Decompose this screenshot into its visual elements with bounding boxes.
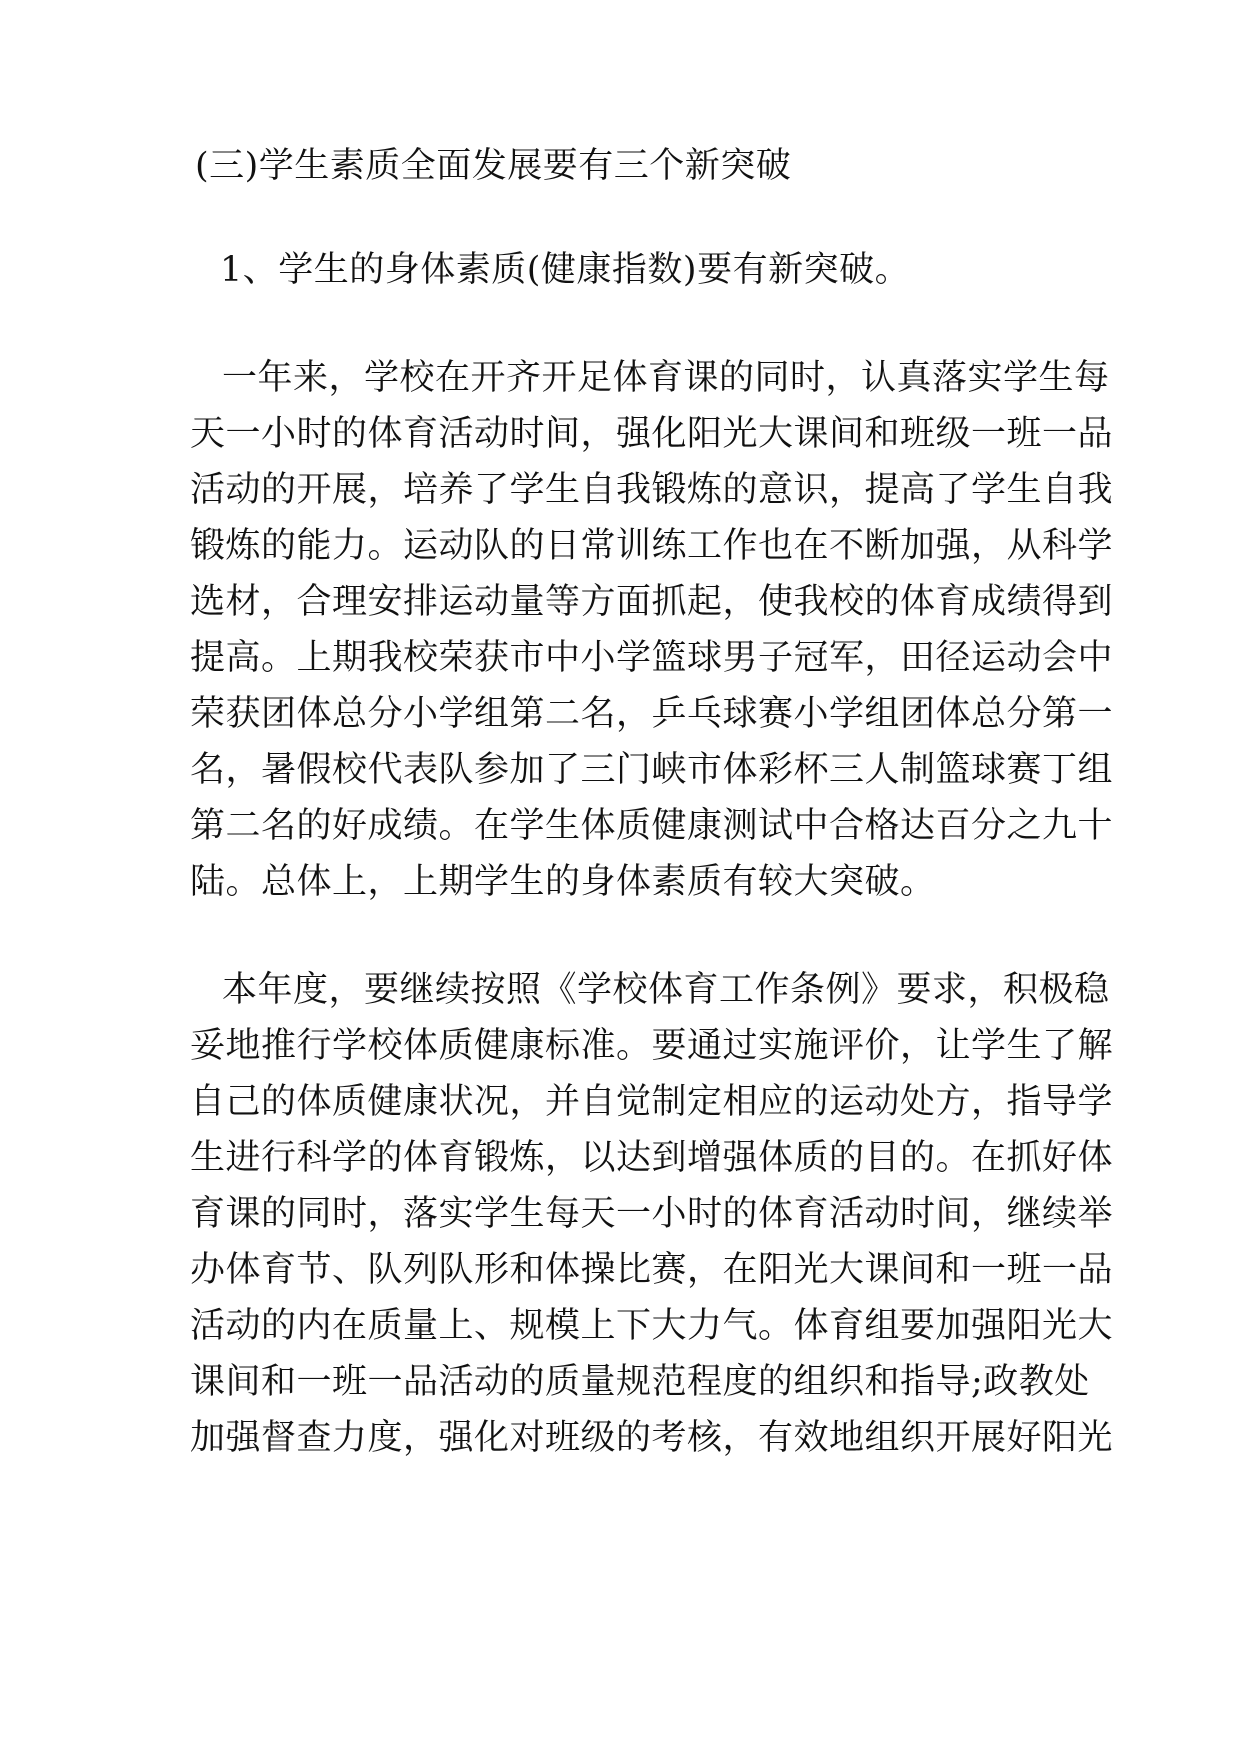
- paragraph-line: 妥地推行学校体质健康标准。要通过实施评价，让学生了解: [190, 1026, 1114, 1066]
- paragraph-line: 本年度，要继续按照《学校体育工作条例》要求，积极稳: [222, 970, 1110, 1010]
- paragraph-line: 荣获团体总分小学组第二名，乒乓球赛小学组团体总分第一: [190, 694, 1114, 734]
- paragraph-line: 生进行科学的体育锻炼，以达到增强体质的目的。在抓好体: [190, 1138, 1114, 1178]
- section-heading: (三)学生素质全面发展要有三个新突破: [195, 146, 792, 186]
- paragraph-line: 选材，合理安排运动量等方面抓起，使我校的体育成绩得到: [190, 582, 1114, 622]
- paragraph-line: 活动的内在质量上、规模上下大力气。体育组要加强阳光大: [190, 1306, 1114, 1346]
- paragraph-line: 陆。总体上，上期学生的身体素质有较大突破。: [190, 862, 936, 902]
- paragraph-line: 育课的同时，落实学生每天一小时的体育活动时间，继续举: [190, 1194, 1114, 1234]
- paragraph-line: 自己的体质健康状况，并自觉制定相应的运动处方，指导学: [190, 1082, 1114, 1122]
- subsection-heading: 1、学生的身体素质(健康指数)要有新突破。: [220, 250, 911, 290]
- paragraph-line: 锻炼的能力。运动队的日常训练工作也在不断加强，从科学: [190, 526, 1114, 566]
- paragraph-line: 办体育节、队列队形和体操比赛，在阳光大课间和一班一品: [190, 1250, 1114, 1290]
- paragraph-line: 天一小时的体育活动时间，强化阳光大课间和班级一班一品: [190, 414, 1114, 454]
- paragraph-line: 课间和一班一品活动的质量规范程度的组织和指导;政教处: [190, 1362, 1090, 1402]
- paragraph-line: 名，暑假校代表队参加了三门峡市体彩杯三人制篮球赛丁组: [190, 750, 1114, 790]
- paragraph-line: 一年来，学校在开齐开足体育课的同时，认真落实学生每: [222, 358, 1110, 398]
- paragraph-line: 活动的开展，培养了学生自我锻炼的意识，提高了学生自我: [190, 470, 1114, 510]
- paragraph-line: 提高。上期我校荣获市中小学篮球男子冠军，田径运动会中: [190, 638, 1114, 678]
- paragraph-line: 第二名的好成绩。在学生体质健康测试中合格达百分之九十: [190, 806, 1114, 846]
- paragraph-line: 加强督查力度，强化对班级的考核，有效地组织开展好阳光: [190, 1418, 1114, 1458]
